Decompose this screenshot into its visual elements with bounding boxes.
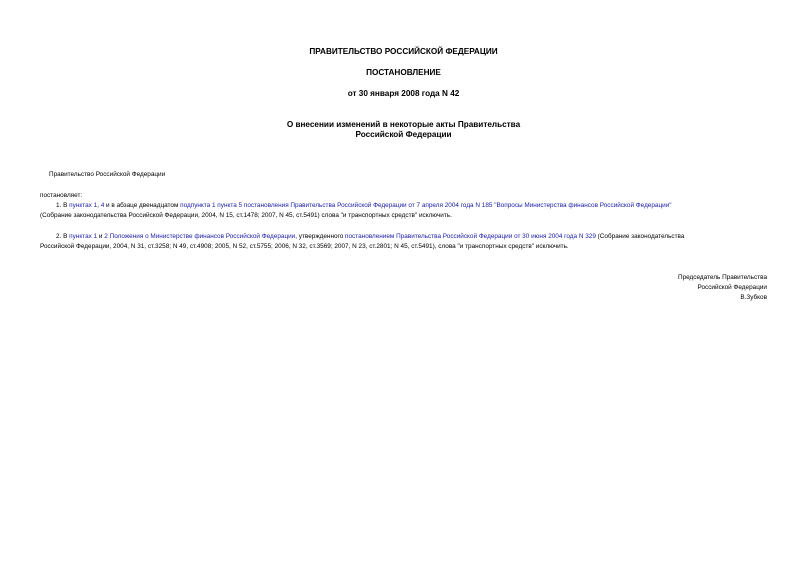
item-2-text-2: , утвержденного <box>295 233 346 240</box>
issuer-text: Правительство Российской Федерации <box>49 171 166 178</box>
decides-text: постановляет: <box>40 192 83 199</box>
link-points-1-regulation[interactable]: пунктах 1 <box>69 233 98 240</box>
link-resolution-329[interactable]: постановлением Правительства Российской Федерации от 30 июня 2004 года N 329 <box>345 233 596 240</box>
title-line-1: О внесении изменений в некоторые акты Правительства <box>286 120 521 129</box>
item-2-line-1 <box>56 232 684 242</box>
signature-name: В.Зубков <box>740 294 767 301</box>
date-number-heading: от 30 января 2008 года N 42 <box>347 89 460 98</box>
item-1-text-0: 1. В <box>56 202 70 209</box>
link-resolution-185[interactable]: подпункта 1 пункта 5 постановления Правительства Российской Федерации от 7 апреля 2004 года N 185 "Вопросы Министерства финансов Российской Федерации" <box>180 202 672 209</box>
link-points-1[interactable]: пунктах 1 <box>69 202 98 209</box>
signature-title-line-1: Председатель Правительства <box>678 274 767 281</box>
link-point-4[interactable]: 4 <box>100 202 105 209</box>
item-2-text-3: (Собрание законодательства <box>595 233 685 240</box>
government-heading: ПРАВИТЕЛЬСТВО РОССИЙСКОЙ ФЕДЕРАЦИИ <box>309 47 498 56</box>
item-2-text-0: 2. В <box>56 233 70 240</box>
title-line-2: Российской Федерации <box>355 130 452 139</box>
link-ministry-regulation[interactable]: 2 Положения о Министерстве финансов Российской Федерации <box>104 233 296 240</box>
item-2-text-1: и <box>97 233 105 240</box>
item-2-line-2: Российской Федерации, 2004, N 31, ст.3258; N 49, ст.4908; 2005, N 52, ст.5755; 2006, N 32, ст.3569; 2007, N 23, ст.2801; N 45, ст.5491), слова "и транспортных средств" исключить. <box>40 243 569 250</box>
item-1-text-2: и в абзаце двенадцатом <box>104 202 181 209</box>
item-1-line-2: (Собрание законодательства Российской Федерации, 2004, N 15, ст.1478; 2007, N 45, ст.5491) слова "и транспортных средств" исключить. <box>40 212 452 219</box>
item-1-text-1: , <box>97 202 101 209</box>
document-type-heading: ПОСТАНОВЛЕНИЕ <box>366 68 441 77</box>
signature-title-line-2: Российской Федерации <box>697 284 767 291</box>
item-1-line-1 <box>56 201 672 211</box>
